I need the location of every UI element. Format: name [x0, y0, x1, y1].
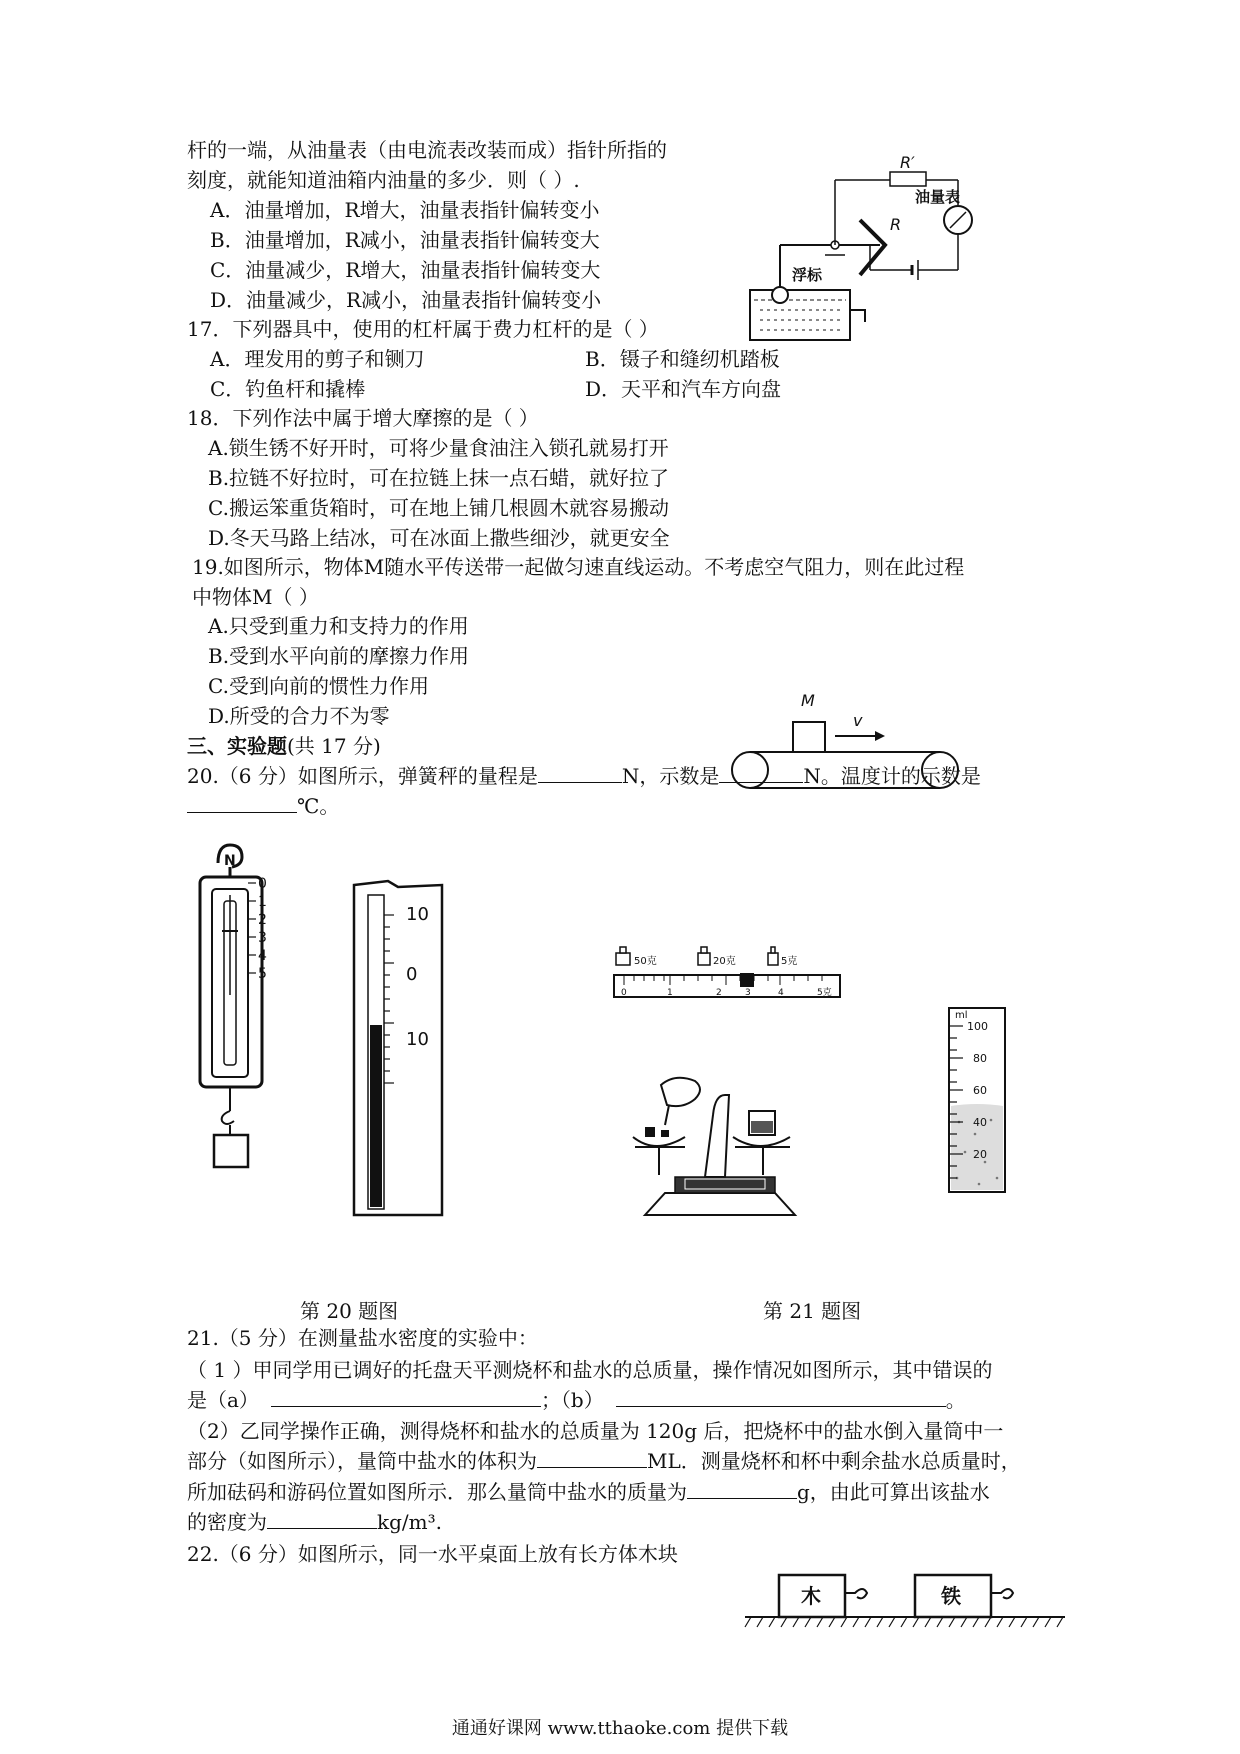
spring-tick-4: 4: [258, 948, 267, 964]
label-oil-meter: 油量表: [915, 188, 961, 206]
label-r-prime: R′: [900, 153, 915, 172]
section3-heading: [187, 732, 381, 760]
q16-option-a: A．油量增加，R增大，油量表指针偏转变小: [210, 198, 600, 222]
q21-text-mass-unit: g，由此可算出该盐水: [797, 1480, 990, 1504]
q16-option-d: D．油量减少，R减小，油量表指针偏转变小: [210, 288, 602, 312]
weight-label-50g: 50克: [634, 956, 657, 967]
q21-text-a: 是（a）: [187, 1388, 259, 1412]
q18-option-b: B.拉链不好拉时，可在拉链上抹一点石蜡，就好拉了: [208, 466, 670, 490]
rider: [740, 973, 754, 987]
q17-option-b: B．镊子和缝纫机踏板: [585, 347, 780, 371]
page-footer: 通通好课网 www.tthaoke.com 提供下载: [451, 1718, 789, 1739]
rider-tick-4: 4: [778, 988, 784, 998]
balance-rider-scale: [612, 945, 842, 1010]
label-v: v: [853, 711, 863, 730]
section3-score: (共 17 分): [287, 734, 381, 758]
spring-tick-0: 0: [258, 876, 267, 892]
rider-tick-3: 3: [745, 988, 751, 998]
section3-title: 三、实验题: [187, 734, 287, 758]
q21-mass-blank[interactable]: [687, 1478, 797, 1499]
q21-stem: 21.（5 分）在测量盐水密度的实验中：: [187, 1326, 538, 1350]
q21-part1-line2: [187, 1386, 966, 1414]
cylinder-tick-60: 60: [973, 1084, 987, 1097]
q16-line1: 杆的一端，从油量表（由电流表改装而成）指针所指的: [187, 138, 667, 162]
q21-density-blank[interactable]: [267, 1508, 377, 1529]
cylinder-unit: ml: [955, 1010, 968, 1021]
q16-option-b: B．油量增加，R减小，油量表指针偏转变大: [210, 228, 600, 252]
spring-tick-1: 1: [258, 894, 267, 910]
balance-illustration: [625, 1075, 805, 1225]
object-m: [793, 722, 825, 752]
rider-tick-2: 2: [716, 988, 722, 998]
cylinder-tick-100: 100: [967, 1020, 988, 1033]
q17-option-a: A．理发用的剪子和铡刀: [210, 347, 425, 371]
q20-range-blank[interactable]: [538, 762, 622, 783]
q19-option-d: D.所受的合力不为零: [208, 704, 390, 728]
q21-volume-blank[interactable]: [537, 1447, 647, 1468]
q20-figure-caption: 第 20 题图: [300, 1299, 399, 1323]
q17-option-c: C．钓鱼杆和撬棒: [210, 377, 366, 401]
thermometer: [348, 875, 448, 1225]
q20-thermo-blank[interactable]: [187, 792, 297, 813]
q22-stem: 22.（6 分）如图所示，同一水平桌面上放有长方体木块: [187, 1542, 678, 1566]
q21-text-b: ；（b）: [540, 1388, 604, 1412]
label-m: M: [801, 691, 815, 710]
q16-line2: 刻度，就能知道油箱内油量的多少．则（ ）.: [187, 168, 580, 192]
q21-part2-line1: （2）乙同学操作正确，测得烧杯和盐水的总质量为 120g 后，把烧杯中的盐水倒入量筒中一: [187, 1419, 1004, 1443]
q18-option-a: A.锁生锈不好开时，可将少量食油注入锁孔就易打开: [208, 436, 669, 460]
q21-text-density-unit: kg/m³.: [377, 1510, 442, 1534]
hanging-weight: [214, 1135, 248, 1167]
label-r: R: [890, 215, 902, 234]
q20-text-range: 20.（6 分）如图所示，弹簧秤的量程是: [187, 764, 538, 788]
q18-option-d: D.冬天马路上结冰，可在冰面上撒些细沙，就更安全: [208, 526, 670, 550]
q20-text-reading: N，示数是: [621, 764, 720, 788]
q20-text-thermo: N。温度计的示数是: [803, 764, 981, 788]
spring-scale: [190, 835, 280, 1245]
q21-text-volume-unit: ML．测量烧杯和杯中剩余盐水总质量时，: [647, 1449, 1021, 1473]
q19-option-a: A.只受到重力和支持力的作用: [208, 614, 469, 638]
float: [772, 287, 788, 303]
spring-tick-2: 2: [258, 912, 267, 928]
q21-part2-line3: [187, 1478, 990, 1506]
q20-line2: [187, 792, 339, 820]
rider-tick-1: 1: [667, 988, 673, 998]
q21-part1-line1: （ 1 ）甲同学用已调好的托盘天平测烧杯和盐水的总质量，操作情况如图所示，其中错误的: [187, 1358, 993, 1382]
q21-part2-line4: [187, 1508, 442, 1536]
q21-figure-caption: 第 21 题图: [763, 1299, 862, 1323]
spring-tick-3: 3: [258, 930, 267, 946]
spring-tick-5: 5: [258, 966, 267, 982]
q21-text-density: 的密度为: [187, 1510, 267, 1534]
spring-unit-n: N: [224, 853, 236, 869]
q19-option-b: B.受到水平向前的摩擦力作用: [208, 644, 470, 668]
measuring-cylinder: [945, 1002, 1015, 1202]
q17-stem: 17．下列器具中，使用的杠杆属于费力杠杆的是（ ）: [187, 317, 659, 341]
iron-label: 铁: [941, 1584, 961, 1608]
q21-blank-a[interactable]: [271, 1386, 541, 1407]
rider-tick-5: 5克: [817, 988, 832, 998]
q21-text-end: 。: [945, 1388, 966, 1412]
q18-stem: 18．下列作法中属于增大摩擦的是（ ）: [187, 406, 539, 430]
oil-tank: [750, 290, 850, 340]
blocks-on-table-diagram: [745, 1565, 1065, 1635]
q18-option-c: C.搬运笨重货箱时，可在地上铺几根圆木就容易搬动: [208, 496, 669, 520]
q19-option-c: C.受到向前的惯性力作用: [208, 674, 429, 698]
cylinder-tick-20: 20: [973, 1148, 987, 1161]
q17-option-d: D．天平和汽车方向盘: [585, 377, 782, 401]
weight-label-5g: 5克: [781, 956, 798, 967]
thermo-tick-top: 10: [406, 904, 429, 925]
q21-blank-b[interactable]: [616, 1386, 946, 1407]
q21-text-mass: 所加砝码和游码位置如图所示．那么量筒中盐水的质量为: [187, 1480, 687, 1504]
q16-option-c: C．油量减少，R增大，油量表指针偏转变大: [210, 258, 601, 282]
q20-line1: [187, 762, 981, 790]
resistor-r-prime: [890, 172, 926, 186]
q20-reading-blank[interactable]: [719, 762, 803, 783]
thermo-tick-zero: 0: [406, 964, 418, 985]
wood-label: 木: [801, 1584, 821, 1608]
q21-text-volume: 部分（如图所示），量筒中盐水的体积为: [187, 1449, 537, 1473]
q19-line1: 19.如图所示，物体M随水平传送带一起做匀速直线运动。不考虑空气阻力，则在此过程: [192, 555, 965, 579]
cylinder-tick-40: 40: [973, 1116, 987, 1129]
cylinder-tick-80: 80: [973, 1052, 987, 1065]
thermo-tick-bottom: 10: [406, 1029, 429, 1050]
q20-text-unit: ℃。: [297, 794, 340, 818]
rider-tick-0: 0: [621, 988, 627, 998]
weight-label-20g: 20克: [713, 956, 736, 967]
q21-part2-line2: [187, 1447, 1021, 1475]
q19-line2: 中物体M（ ）: [192, 585, 319, 609]
label-float: 浮标: [792, 266, 823, 284]
oil-gauge-diagram: [740, 153, 980, 350]
